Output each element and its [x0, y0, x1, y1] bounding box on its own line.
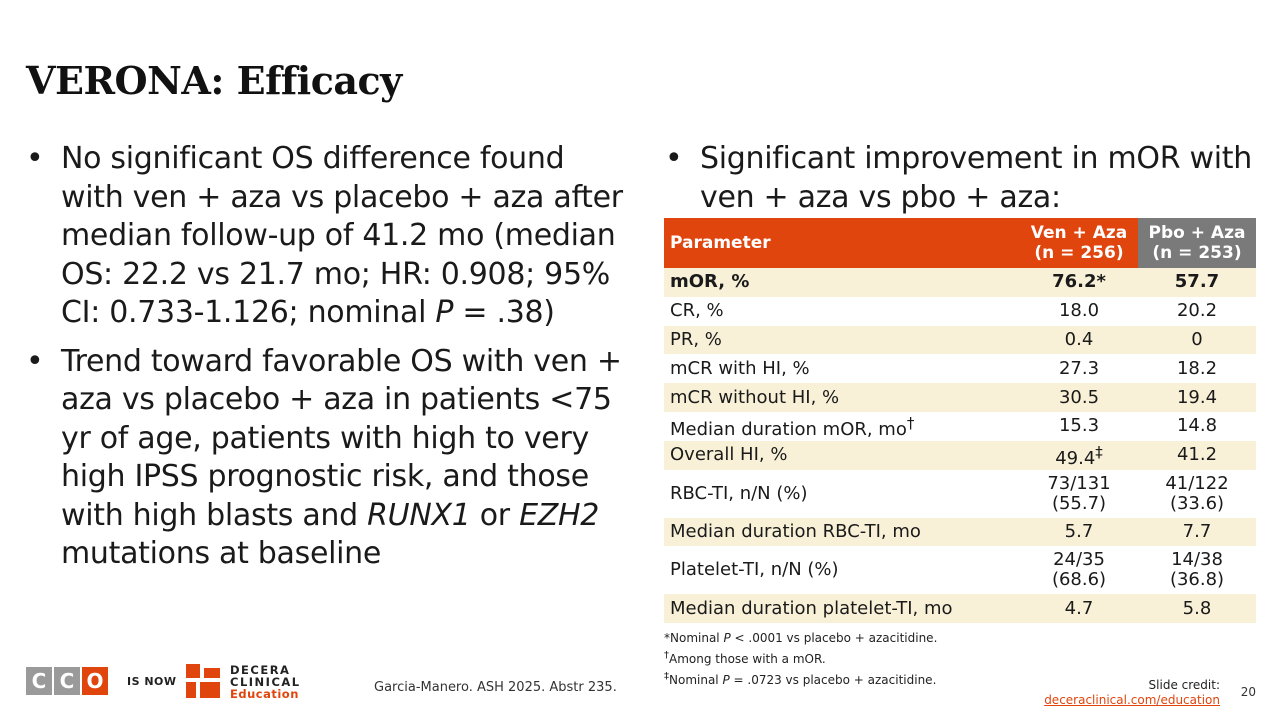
bullet-os-trend: • Trend toward favorable OS with ven + aza vs placebo + aza in patients <75 yr of age, patients with high to very high IPSS prognostic risk, and those with high blasts and RUNX1 or EZH2 mutations at baseline — [24, 343, 624, 574]
row-ven: 18.0 — [1058, 300, 1100, 322]
table-row — [664, 297, 1256, 326]
header-parameter: Parameter — [664, 218, 1020, 268]
left-column — [24, 140, 624, 584]
row-ven: 30.5 — [1020, 383, 1138, 412]
table-row — [664, 470, 1256, 518]
row-pbo: 0 — [1138, 326, 1256, 355]
row-pbo: 14.8 — [1176, 415, 1218, 437]
citation: Garcia-Manero. ASH 2025. Abstr 235. — [374, 680, 617, 695]
row-ven: 5.7 — [1020, 518, 1138, 547]
slide-credit: Slide credit: deceraclinical.com/education — [1044, 678, 1220, 707]
table-header-row — [664, 218, 1256, 268]
bullet-os-difference: • No significant OS difference found with ven + aza vs placebo + aza after median follow-up of 41.2 mo (median OS: 22.2 vs 21.7 mo; HR: 0.908; 95% CI: 0.733-1.126; nominal P = .38) — [24, 140, 624, 333]
row-pbo: 14/38 (36.8) — [1169, 549, 1225, 591]
row-pbo: 18.2 — [1176, 357, 1218, 379]
table-row — [664, 383, 1256, 412]
row-param: Platelet-TI, n/N (%) — [670, 559, 839, 581]
footnote-2: †Among those with a mOR. — [664, 650, 826, 666]
row-param: Overall HI, % — [664, 441, 1020, 470]
row-param: mOR, % — [664, 268, 1020, 297]
footnote-1: *Nominal P < .0001 vs placebo + azacitidine. — [664, 631, 938, 645]
row-ven: 27.3 — [1058, 357, 1100, 379]
row-param: mCR without HI, % — [664, 383, 1020, 412]
row-pbo: 41/122 (33.6) — [1165, 472, 1229, 514]
row-ven: 49.4‡ — [1020, 441, 1138, 470]
table-row — [664, 412, 1256, 441]
row-param: Median duration platelet-TI, mo — [664, 594, 1020, 623]
is-now-label: IS NOW — [127, 675, 177, 688]
row-pbo: 20.2 — [1176, 300, 1218, 322]
table-row — [664, 441, 1256, 470]
row-pbo: 41.2 — [1138, 441, 1256, 470]
row-param: Median duration mOR, mo† — [670, 413, 915, 440]
table-row — [664, 594, 1256, 623]
table-row — [664, 354, 1256, 383]
table-row — [664, 546, 1256, 594]
footnote-3: ‡Nominal P = .0723 vs placebo + azacitidine. — [664, 671, 937, 687]
row-pbo: 5.8 — [1138, 594, 1256, 623]
row-pbo: 19.4 — [1138, 383, 1256, 412]
page-number: 20 — [1240, 685, 1256, 699]
credit-link[interactable]: deceraclinical.com/education — [1044, 693, 1220, 707]
row-pbo: 7.7 — [1138, 518, 1256, 547]
decera-logo-icon — [186, 664, 220, 698]
header-ven-aza: Ven + Aza (n = 256) — [1020, 218, 1138, 268]
row-param: Median duration RBC-TI, mo — [664, 518, 1020, 547]
table-row — [664, 268, 1256, 297]
cco-logo: C C O — [26, 667, 108, 695]
table-row — [664, 518, 1256, 547]
row-param: RBC-TI, n/N (%) — [670, 482, 808, 504]
row-param: CR, % — [670, 300, 724, 322]
row-ven: 73/131 (55.7) — [1047, 472, 1111, 514]
row-ven: 0.4 — [1020, 326, 1138, 355]
row-ven: 76.2* — [1020, 268, 1138, 297]
slide-title: VERONA: Efficacy — [26, 58, 402, 103]
row-pbo: 57.7 — [1138, 268, 1256, 297]
bullet-mor-improvement: • Significant improvement in mOR with ven + aza vs pbo + aza: — [663, 140, 1263, 217]
row-ven: 24/35 (68.6) — [1051, 549, 1107, 591]
row-ven: 15.3 — [1058, 415, 1100, 437]
row-param: PR, % — [664, 326, 1020, 355]
header-pbo-aza: Pbo + Aza (n = 253) — [1138, 218, 1256, 268]
row-ven: 4.7 — [1020, 594, 1138, 623]
decera-wordmark: DECERA CLINICAL Education — [230, 663, 301, 701]
efficacy-table — [664, 218, 1256, 623]
row-param: mCR with HI, % — [670, 357, 810, 379]
footnotes — [664, 630, 937, 689]
table-row — [664, 326, 1256, 355]
